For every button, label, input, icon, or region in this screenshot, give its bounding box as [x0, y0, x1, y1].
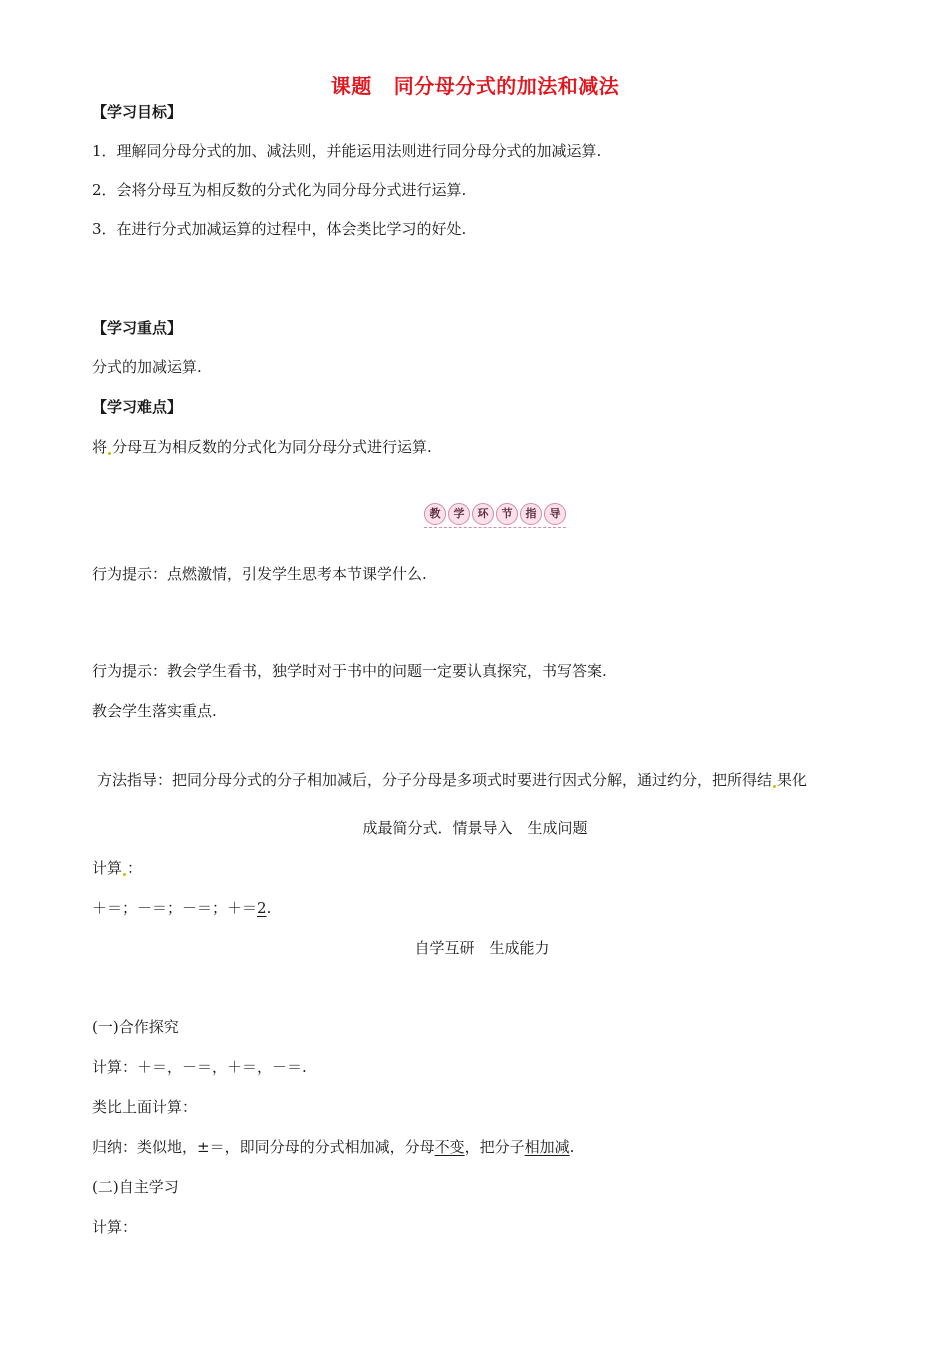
calc-end: .	[266, 899, 272, 917]
part1-heading: (一)合作探究	[92, 1018, 179, 1036]
banner-char: 学	[448, 503, 470, 525]
goal-item-1: 1．理解同分母分式的加、减法则，并能运用法则进行同分母分式的加减运算.	[92, 142, 602, 160]
part1-analogy: 类比上面计算：	[92, 1098, 198, 1116]
banner-char: 导	[544, 503, 566, 525]
calc-label	[92, 858, 142, 878]
dot-mark	[123, 873, 126, 876]
title-main: 同分母分式的加法和减法	[393, 74, 620, 98]
section-heading: 自学互研 生成能力	[414, 939, 550, 957]
summary-text-a: 归纳：类似地，±＝，即同分母的分式相加减，分母	[92, 1138, 435, 1156]
dot-mark	[108, 452, 111, 455]
calc-label-colon: ：	[127, 859, 143, 877]
page-title	[0, 70, 950, 99]
part1-calc: 计算：＋＝，－＝，＋＝，－＝.	[92, 1058, 307, 1076]
goal-item-3: 3．在进行分式加减运算的过程中，体会类比学习的好处.	[92, 220, 467, 238]
summary-answer-2: 相加减	[524, 1138, 570, 1156]
part2-calc: 计算：	[92, 1218, 138, 1236]
part2-heading: (二)自主学习	[92, 1178, 179, 1196]
calc-label-text: 计算	[92, 859, 123, 877]
goals-heading: 【学习目标】	[92, 103, 183, 121]
goal-item-2: 2．会将分母互为相反数的分式化为同分母分式进行运算.	[92, 181, 467, 199]
summary-text-c: .	[569, 1138, 575, 1156]
difficulty-text-a: 将	[92, 438, 108, 456]
summary-answer-1: 不变	[434, 1138, 465, 1156]
key-point-heading: 【学习重点】	[92, 319, 183, 337]
calc-expressions	[92, 898, 271, 918]
behavior-hint-1: 行为提示：点燃激情，引发学生思考本节课学什么.	[92, 565, 427, 583]
method-text-b: 果化	[777, 771, 808, 789]
part1-summary	[92, 1137, 574, 1157]
method-guide-line2: 成最简分式．情景导入 生成问题	[362, 819, 588, 837]
banner-char: 教	[424, 503, 446, 525]
difficulty-text	[92, 437, 432, 457]
section-banner	[424, 503, 566, 529]
method-text-a: 方法指导：把同分母分式的分子相加减后，分子分母是多项式时要进行因式分解，通过约分，把所得结	[97, 771, 773, 789]
banner-char: 环	[472, 503, 494, 525]
calc-expr: ＋＝；－＝；－＝；＋＝	[92, 899, 258, 917]
behavior-hint-2: 行为提示：教会学生看书，独学时对于书中的问题一定要认真探究，书写答案.	[92, 662, 607, 680]
calc-answer: 2	[257, 899, 267, 917]
title-prefix: 课题	[330, 74, 372, 98]
behavior-hint-3: 教会学生落实重点.	[92, 702, 217, 720]
method-guide-line1	[97, 770, 807, 790]
dot-mark	[773, 785, 776, 788]
difficulty-heading: 【学习难点】	[92, 398, 183, 416]
banner-char: 指	[520, 503, 542, 525]
key-point-text: 分式的加减运算.	[92, 358, 202, 376]
banner-char: 节	[496, 503, 518, 525]
banner-underline	[424, 527, 566, 528]
summary-text-b: ，把分子	[464, 1138, 525, 1156]
difficulty-text-b: 分母互为相反数的分式化为同分母分式进行运算.	[112, 438, 432, 456]
